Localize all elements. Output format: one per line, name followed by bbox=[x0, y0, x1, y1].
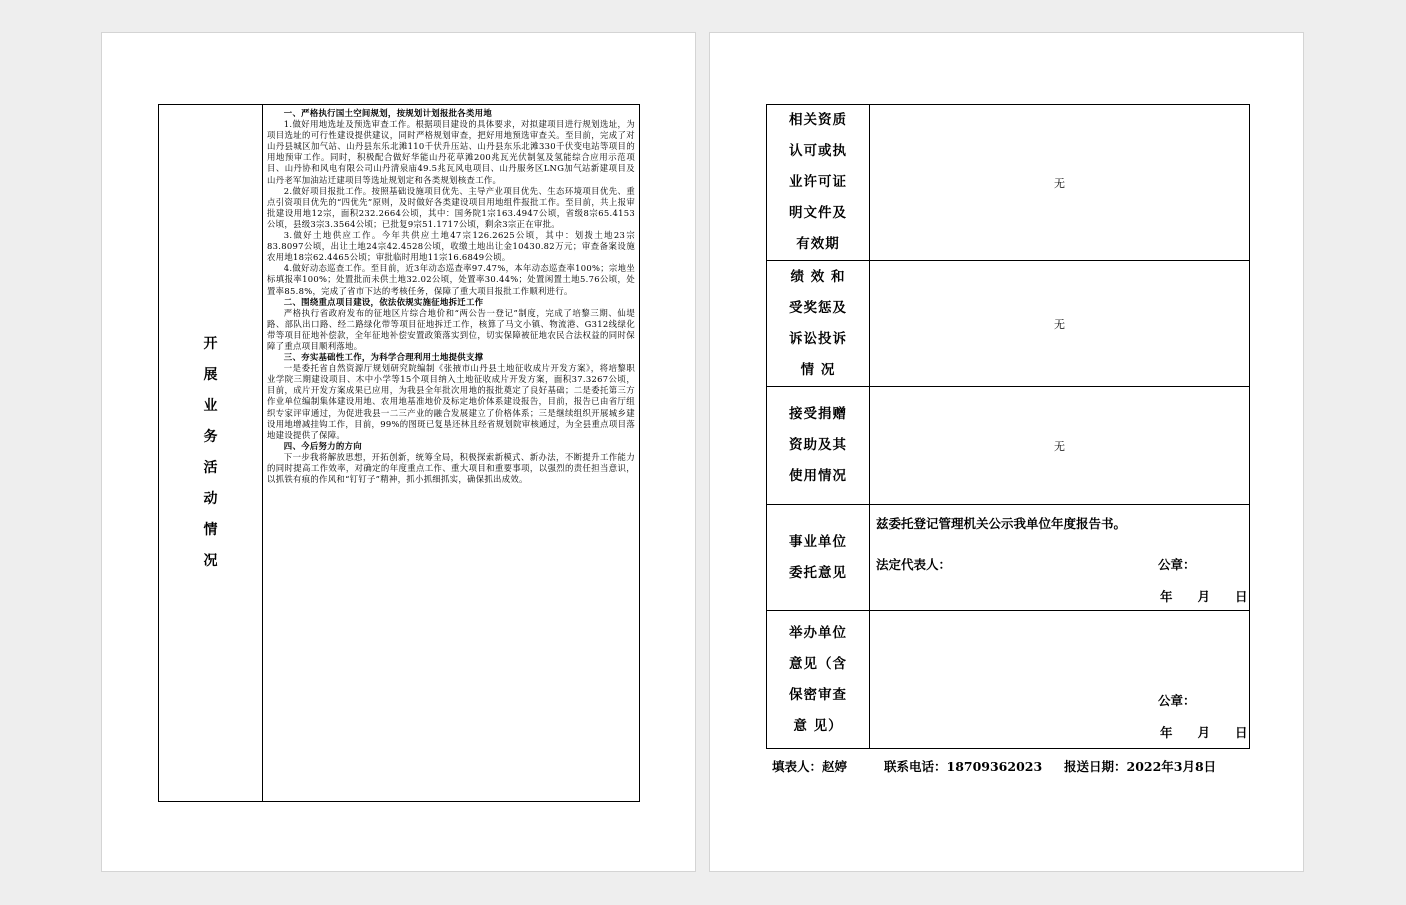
section-heading: 一、严格执行国土空间规划，按规划计划报批各类用地 bbox=[283, 108, 492, 118]
filler-name: 填表人：赵婷 bbox=[772, 759, 848, 774]
section-title-char: 业 bbox=[203, 398, 218, 414]
unit-opinion-row bbox=[767, 505, 1250, 611]
body-paragraph: 一是委托省自然资源厅规划研究院编制《张掖市山丹县土地征收成片开发方案》，将培黎职业学院三期建设项目、木中小学等15个项目纳入土地征收成片开发方案，面积37.3267公顷，目前，成片开发方案成果已应用，为我县全年批次用地的报批奠定了良好基础；二是委托第三方作业单位编制集体建设用地、农用地基准地价及标定地价体系建设报告，目前，报告已由省厅组织专家评审通过，为促进我县一二三产业的融合发展建立了价格体系；三是继续组织开展城乡建设用地增减挂钩工作，目前，99%的图斑已复垦还林且经省规划院审核通过，为全县重点项目落地建设提供了保障。 bbox=[267, 363, 635, 440]
label-line: 明文件及 bbox=[789, 205, 847, 221]
label-line: 绩 效 和 bbox=[790, 268, 846, 285]
label-line: 接受捐赠 bbox=[789, 406, 847, 422]
license-row bbox=[767, 105, 1250, 261]
label-line: 有效期 bbox=[796, 236, 840, 252]
unit-seal-label: 公章： bbox=[1158, 557, 1196, 572]
label-line: 受奖惩及 bbox=[789, 299, 847, 316]
section-title-char: 动 bbox=[203, 491, 218, 507]
label-line: 认可或执 bbox=[789, 143, 847, 159]
license-label bbox=[767, 105, 870, 261]
section-heading: 四、今后努力的方向 bbox=[283, 440, 362, 451]
label-line: 事业单位 bbox=[789, 533, 847, 550]
donation-value: 无 bbox=[870, 387, 1250, 505]
report-info-table bbox=[766, 104, 1250, 749]
body-paragraph: 下一步我将解放思想，开拓创新，统筹全局，积极探索新模式、新办法，不断提升工作能力的同时提高工作效率，对确定的年度重点工作、重大项目和重要事项，以强烈的责任担当意识，以抓铁有痕的作风和“钉钉子”精神，抓小抓细抓实，确保抓出成效。 bbox=[267, 451, 635, 485]
sponsor-opinion-cell bbox=[870, 611, 1250, 749]
body-paragraph: 1.做好用地选址及预选审查工作。根据项目建设的具体要求，对拟建项目进行规划选址，为项目选址的可行性建设提供建议，同时严格规划审查，把好用地预选审查关。至目前，完成了对山丹县城区加气站、山丹县东乐北滩110千伏升压站、山丹县东乐北滩330千伏变电站等项目的用地预审工作。同时，积极配合做好华能山丹花草滩200兆瓦光伏制氢及氢能综合应用示范项目、山丹协和风电有限公司山丹清泉庙49.5兆瓦风电项目、山丹服务区LNG加气站新建项目及山丹老军加油站迁建项目等选址规划定和各类规划核查工作。 bbox=[267, 119, 635, 185]
label-line: 资助及其 bbox=[789, 437, 847, 453]
performance-label bbox=[767, 261, 870, 387]
sponsor-opinion-date: 年 月 日 bbox=[1160, 725, 1248, 740]
section-title-char: 展 bbox=[203, 367, 218, 383]
section-title-char: 开 bbox=[203, 336, 218, 352]
section-heading: 三、夯实基础性工作，为科学合理利用土地提供支撑 bbox=[283, 352, 484, 363]
activities-section-title bbox=[204, 329, 218, 577]
donation-label bbox=[767, 387, 870, 505]
sponsor-seal-label: 公章： bbox=[1158, 693, 1196, 708]
section-heading: 二、围绕重点项目建设，依法依规实施征地拆迁工作 bbox=[283, 296, 484, 307]
label-line: 诉讼投诉 bbox=[789, 330, 847, 347]
activities-table bbox=[158, 104, 640, 802]
label-line: 意见（含 bbox=[789, 655, 847, 672]
sponsor-opinion-label bbox=[767, 611, 870, 749]
unit-opinion-cell bbox=[870, 505, 1250, 611]
report-date: 报送日期：2022年3月8日 bbox=[1064, 759, 1217, 774]
sponsor-opinion-row bbox=[767, 611, 1250, 749]
section-title-char: 情 bbox=[203, 522, 218, 538]
unit-opinion-label bbox=[767, 505, 870, 611]
report-page-right bbox=[709, 32, 1304, 872]
activities-header-cell bbox=[159, 105, 263, 801]
performance-row bbox=[767, 261, 1250, 387]
section-title-char: 活 bbox=[203, 460, 218, 476]
label-line: 情 况 bbox=[800, 361, 836, 378]
legal-representative-label: 法定代表人： bbox=[876, 557, 952, 572]
unit-opinion-statement: 兹委托登记管理机关公示我单位年度报告书。 bbox=[876, 516, 1127, 531]
license-value: 无 bbox=[870, 105, 1250, 261]
body-paragraph: 2.做好项目报批工作。按照基础设施项目优先、主导产业项目优先、生态环境项目优先、重点引资项目优先的“四优先”原则，及时做好各类建设项目用地组件报批工作。至目前，共上报审批建设用地12宗，面积232.2664公顷，其中：国务院1宗163.4947公顷，省级8宗65.4153公顷，县级3宗3.3564公顷；已批复9宗51.1717公顷，剩余3宗正在审批。 bbox=[267, 185, 635, 229]
label-line: 意 见） bbox=[793, 717, 843, 734]
donation-row bbox=[767, 387, 1250, 505]
label-line: 使用情况 bbox=[789, 468, 847, 484]
report-footer bbox=[772, 757, 1216, 775]
body-paragraph: 严格执行省政府发布的征地区片综合地价和“两公告一登记”制度，完成了培黎三期、仙堤路、部队出口路、经二路绿化带等项目征地拆迁工作，核算了马文小镇、物流港、G312线绿化带等项目征地补偿款，全年征地补偿安置政策落实到位，切实保障被征地农民合法权益的同时保障了重点项目顺利落地。 bbox=[267, 307, 635, 351]
body-paragraph: 3.做好土地供应工作。今年共供应土地47宗126.2625公顷，其中：划拨土地23宗83.8097公顷，出让土地24宗42.4528公顷，收缴土地出让金10430.82万元；审查备案设施农用地18宗62.4465公顷；审批临时用地11宗16.6849公顷。 bbox=[267, 230, 635, 263]
contact-phone: 联系电话：18709362023 bbox=[884, 759, 1043, 774]
label-line: 业许可证 bbox=[789, 174, 847, 190]
label-line: 保密审查 bbox=[789, 686, 847, 703]
label-line: 举办单位 bbox=[789, 624, 847, 641]
performance-value: 无 bbox=[870, 261, 1250, 387]
label-line: 相关资质 bbox=[789, 112, 847, 128]
label-line: 委托意见 bbox=[789, 564, 847, 581]
section-title-char: 务 bbox=[203, 429, 218, 445]
body-paragraph: 4.做好动态巡查工作。至目前，近3年动态巡查率97.47%，本年动态巡查率100%；宗地坐标填报率100%；处置批而未供土地32.02公顷，处置率30.44%；处置闲置土地5.76公顷，处置率85.8%，完成了省市下达的考核任务，保障了重大项目报批工作顺利进行。 bbox=[267, 263, 635, 296]
unit-opinion-date: 年 月 日 bbox=[1160, 589, 1248, 604]
report-page-left bbox=[101, 32, 696, 872]
activities-content bbox=[267, 108, 635, 485]
section-title-char: 况 bbox=[203, 553, 218, 569]
